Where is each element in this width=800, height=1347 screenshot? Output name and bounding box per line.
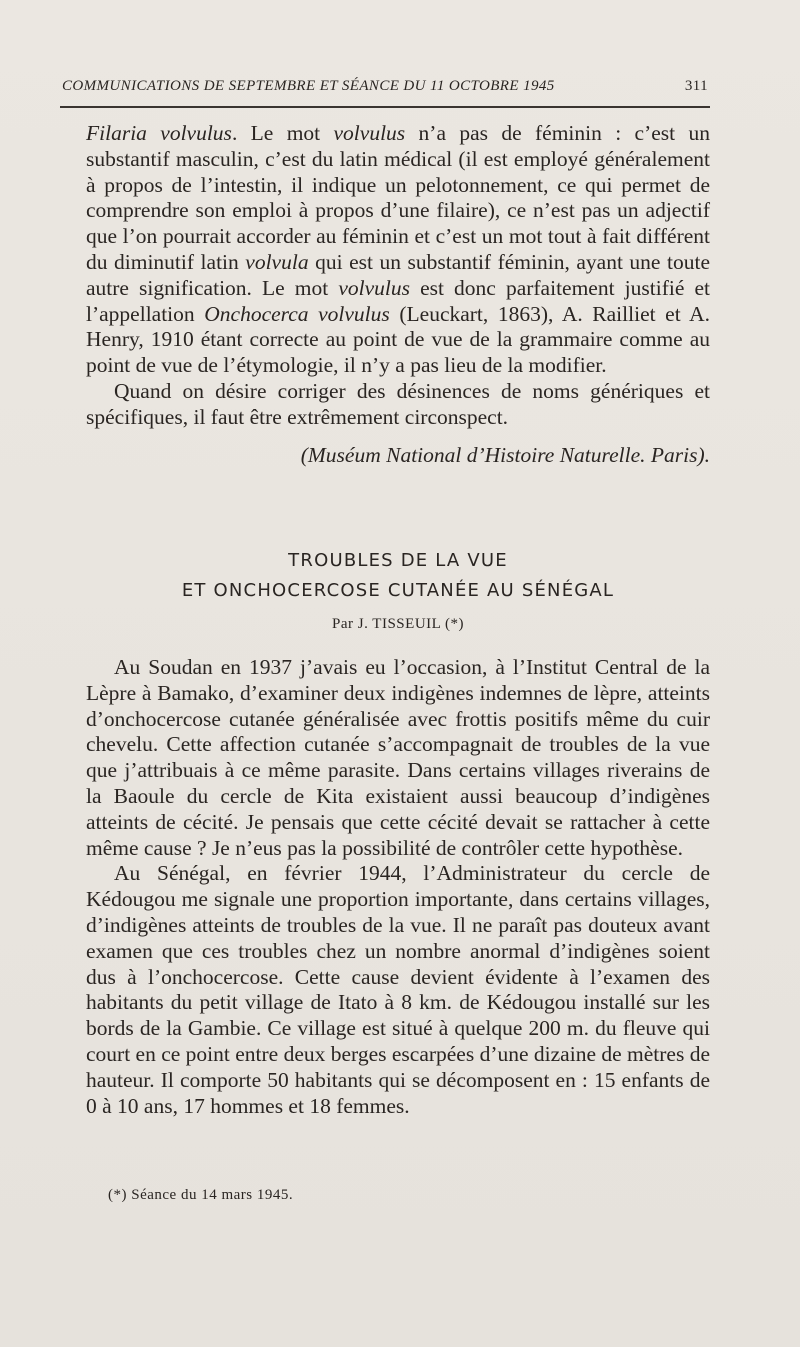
text-run: (Leuckart, 1863), A. Railliet et A. Henry, 1910 étant correcte au point de vue de la grammaire comme au point de vue de l’étymologie, il n’y a pas lieu de la modifier.	[86, 301, 711, 378]
author-byline: Par J. TISSEUIL (*)	[332, 616, 464, 632]
text-run: qui est un substantif féminin, ayant une toute autre signification. Le mot	[86, 249, 710, 300]
paragraph: Au Soudan en 1937 j’avais eu l’occasion, à l’Institut Central de la Lèpre à Bamako, d’examiner deux indigènes indemnes de lèpre, atteints d’onchocercose cutanée généralisée avec frottis positifs même du cuir chevelu. Cette affection cutanée s’accompagnait de troubles de la vue que j’attribuais à ce même parasite. Dans certains villages riverains de la Baoule du cercle de Kita existaient aussi beaucoup d’indigènes atteints de cécité. Je pensais que cette cécité devait se rattacher à cette même cause ? Je n’eus pas la possibilité de contrôler cette hypothèse.	[86, 655, 710, 860]
article-title-line-1: TROUBLES DE LA VUE	[288, 550, 508, 571]
paragraph	[86, 121, 710, 379]
page-number: 311	[684, 78, 708, 94]
text-run: n’a pas de féminin : c’est un substantif masculin, c’est du latin médical (il est employé généralement à propos de l’intestin, il indique un pelotonnement, ce qui permet de comprendre son emploi à propos d’une filaire), ce n’est pas un adjectif que l’on pourrait accorder au féminin et c’est un mot tout à fait différent du diminutif latin	[86, 121, 711, 274]
paragraph: Quand on désire corriger des désinences de noms génériques et spécifiques, il faut être extrêmement circonspect.	[86, 378, 710, 429]
paragraph: Au Sénégal, en février 1944, l’Administrateur du cercle de Kédougou me signale une proportion importante, dans certains villages, d’indigènes atteints de troubles de la vue. Il ne paraît pas douteux avant examen que ces troubles chez un nombre anormal d’indigènes soient dus à l’onchocercose. Cette cause devient évidente à l’examen des habitants du petit village de Itato à 8 km. de Kédougou installé sur les bords de la Gambie. Ce village est situé à quelque 200 m. du fleuve qui court en ce point entre deux berges escarpées d’une dizaine de mètres de hauteur. Il comporte 50 habitants qui se décomposent en : 15 enfants de 0 à 10 ans, 17 hommes et 18 femmes.	[86, 861, 711, 1118]
header-rule	[60, 106, 710, 108]
italic-term: Onchocerca volvulus	[204, 301, 390, 326]
article-title-line-2: ET ONCHOCERCOSE CUTANÉE AU SÉNÉGAL	[181, 580, 615, 601]
author-affiliation: (Muséum National d’Histoire Naturelle. Paris).	[300, 443, 710, 467]
article-body	[86, 655, 710, 1119]
italic-term: Filaria volvulus	[86, 121, 232, 145]
italic-term: volvulus	[333, 121, 406, 145]
text-run: est donc parfaitement justifié et l’appellation	[86, 275, 710, 326]
text-run: . Le mot	[231, 121, 334, 145]
italic-term: volvulus	[338, 275, 410, 300]
running-title: COMMUNICATIONS DE SEPTEMBRE ET SÉANCE DU 11 OCTOBRE 1945	[62, 78, 555, 94]
footnote: (*) Séance du 14 mars 1945.	[108, 1187, 294, 1203]
italic-term: volvula	[245, 249, 309, 274]
previous-article-ending	[86, 121, 710, 431]
